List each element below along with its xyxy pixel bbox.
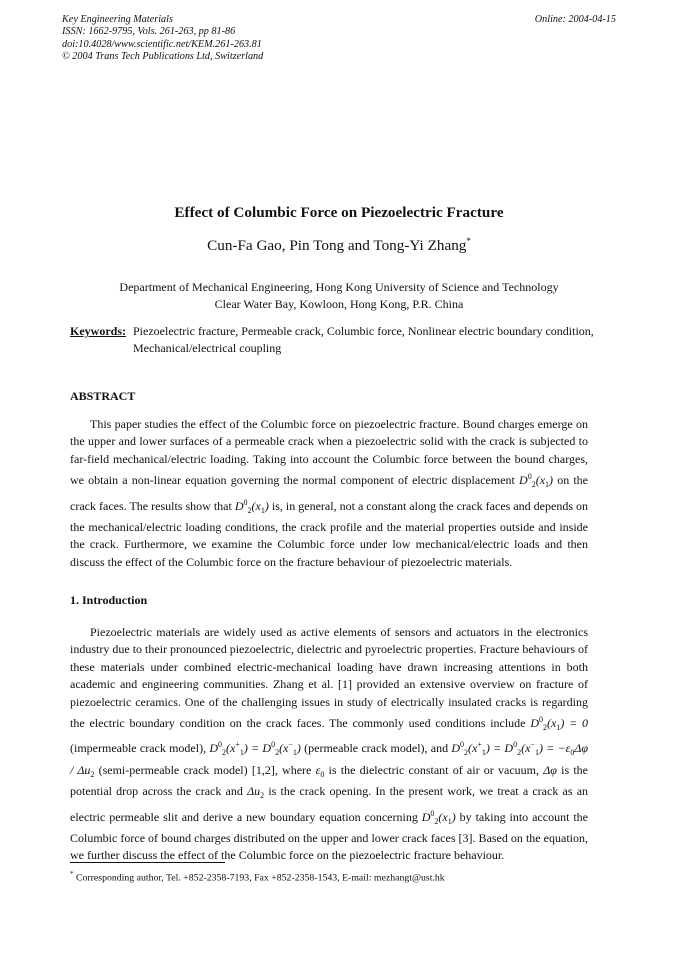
formula-delta-u2: $\Delta u_2$: [247, 784, 265, 801]
issn-line: ISSN: 1662-9795, Vols. 261-263, pp 81-86: [62, 26, 236, 38]
formula-semi-permeable: $D^0_2(x^+_1) = D^0_2(x^-_1) = -\varepsilon_0\Delta\varphi / \Delta u_2$: [70, 740, 589, 779]
footnote-mark: *: [70, 870, 74, 878]
keywords-text: Piezoelectric fracture, Permeable crack, Columbic force, Nonlinear electric boundary condition, Mechanical/electrical coupling: [133, 324, 594, 355]
keywords-label: Keywords:: [70, 324, 126, 338]
journal-header: [62, 14, 616, 64]
affiliation-line-2: Clear Water Bay, Kowloon, Hong Kong, P.R. China: [214, 297, 464, 311]
abstract-text-1: This paper studies the effect of the Columbic force on piezoelectric fracture. Bound charges emerge on the upper and lower surfaces of a permeable crack when a piezoelectric solid with the crack is subjected to far-field mechanical/electric loading. Taking into account the Columbic force between the bound charges, we obtain a non-linear equation governing the normal component of electric displacement: [70, 417, 588, 488]
introduction-body: [70, 624, 588, 865]
paper-title: Effect of Columbic Force on Piezoelectric Fracture: [174, 204, 504, 221]
author-names: Cun-Fa Gao, Pin Tong and Tong-Yi Zhang: [207, 237, 467, 255]
formula-impermeable: $D^0_2(x_1) = 0$: [530, 715, 588, 733]
intro-text-1: Piezoelectric materials are widely used as active elements of sensors and actuators in the electronics industry due to their pronounced piezoelectric, dielectric and pyroelectric properties. Fracture behaviours of these materials under combined electric-mechanical loading have drawn increasing attentions in both academic and engineering communities. Zhang et al. [1] provided an extensive overview on fracture of piezoelectric ceramics. One of the challenging issues in study of electrically insulated cracks is regarding the electric boundary condition on the crack faces. The commonly used conditions include: [70, 625, 588, 731]
footnote-divider: [70, 862, 225, 863]
author-footnote-mark: *: [466, 236, 471, 246]
copyright-line: © 2004 Trans Tech Publications Ltd, Switzerland: [62, 51, 264, 63]
online-date: Online: 2004-04-15: [534, 14, 616, 25]
affiliation: [0, 279, 678, 313]
footnote-text: Corresponding author, Tel. +852-2358-7193, Fax +852-2358-1543, E-mail: mezhangt@ust.hk: [75, 872, 445, 884]
affiliation-line-1: Department of Mechanical Engineering, Hong Kong University of Science and Technology: [119, 280, 559, 294]
abstract-text-2: on the crack faces. The results show that: [70, 473, 589, 513]
intro-text-6: is the potential drop across the crack and: [70, 762, 589, 799]
intro-text-3: (permeable crack model), and: [304, 741, 449, 756]
abstract-heading: ABSTRACT: [70, 389, 136, 403]
author-list: [0, 236, 678, 255]
formula-D2-x1: $D^0_2(x_1)$: [519, 472, 554, 490]
intro-text-8: by taking into account the Columbic force of bound charges distributed on the upper and lower crack faces [3]. Based on the equation, we further discuss the effect of the Columbic force on the piezoelectric fracture behaviour.: [70, 809, 588, 863]
formula-permeable: $D^0_2(x^+_1) = D^0_2(x^-_1)$: [209, 740, 301, 758]
intro-text-7: is the crack opening. In the present work, we treat a crack as an electric permeable slit and derive a new boundary equation concerning: [70, 784, 589, 824]
journal-name: Key Engineering Materials: [62, 14, 173, 25]
doi-line: doi:10.4028/www.scientific.net/KEM.261-263.81: [62, 38, 262, 50]
formula-D2-x1: $D^0_2(x_1)$: [234, 497, 269, 515]
abstract-text-3: is, in general, not a constant along the crack faces and depends on the mechanical/electric loading conditions, the crack profile and the material properties outside and inside the crack. Furthermore, we examine the Columbic force under low mechanical/electric loads and then discuss the effect of the Columbic force on the fracture behaviour of piezoelectric materials.: [70, 498, 589, 569]
intro-text-4: (semi-permeable crack model) [1,2], where: [98, 762, 312, 777]
footnote: [70, 870, 445, 883]
intro-text-5: is the dielectric constant of air or vacuum,: [328, 762, 539, 777]
intro-text-2: (impermeable crack model),: [70, 741, 207, 756]
formula-D2-x1: $D^0_2(x_1)$: [421, 808, 456, 826]
section-heading-introduction: 1. Introduction: [70, 593, 148, 607]
formula-epsilon0: $\varepsilon_0$: [315, 762, 325, 779]
abstract-body: [70, 416, 588, 571]
formula-delta-phi: Δφ: [543, 762, 557, 777]
